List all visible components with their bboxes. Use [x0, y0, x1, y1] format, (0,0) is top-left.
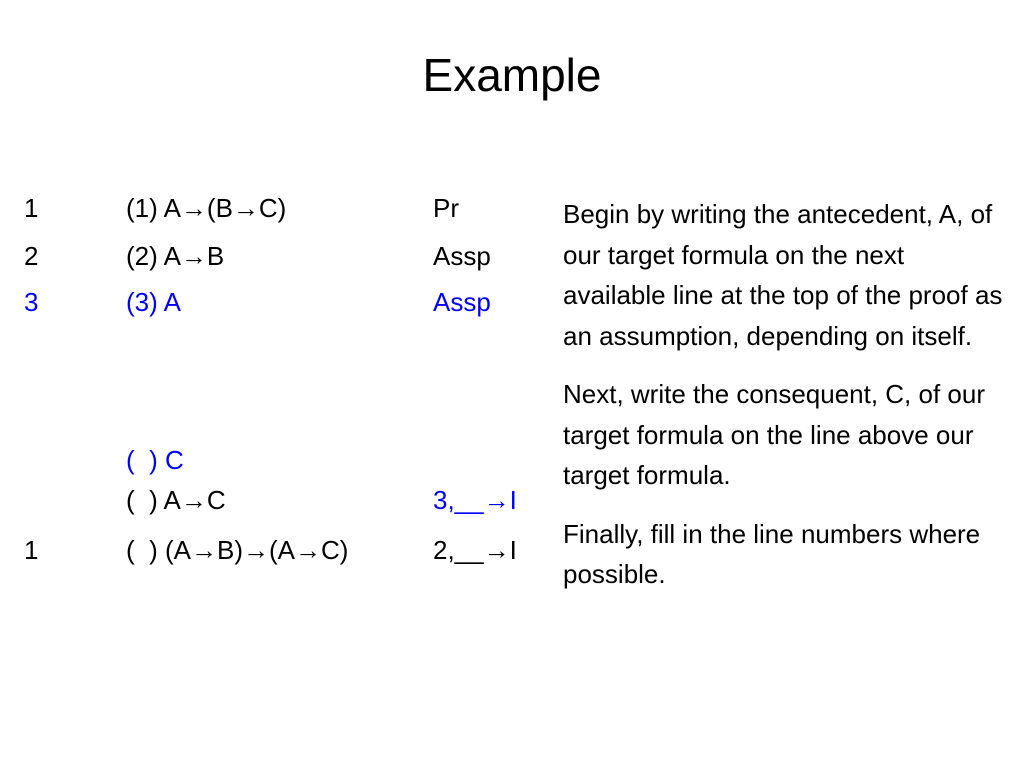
note-paragraph-3: Finally, fill in the line numbers where possible. [563, 518, 981, 589]
note-paragraph-1: Begin by writing the antecedent, A, of our target formula on the next available line at the top of the proof as an assumption, depending on itself. [563, 199, 1003, 351]
proof-row-5 [0, 482, 545, 518]
proof-row-3 [0, 284, 545, 320]
proof-formula: ( ) (A→B)→(A→C) [126, 535, 349, 565]
proof-row-4 [0, 442, 545, 478]
proof-row-6 [0, 532, 545, 568]
note-paragraph-2: Next, write the consequent, C, of our target formula on the line above our target formula. [563, 379, 985, 490]
proof-formula: (2) A→B [126, 241, 225, 271]
justification: Assp [433, 287, 491, 317]
dependency-number: 1 [24, 535, 39, 565]
justification: Pr [433, 193, 459, 223]
proof-row-1 [0, 190, 545, 226]
justification: 3,__→I [433, 485, 517, 515]
dependency-number: 1 [24, 193, 39, 223]
proof-formula: ( ) C [126, 445, 184, 475]
proof-formula: (1) A→(B→C) [126, 193, 287, 223]
justification: Assp [433, 241, 491, 271]
proof-row-2 [0, 238, 545, 274]
dependency-number: 3 [24, 287, 39, 317]
justification: 2,__→I [433, 535, 517, 565]
proof-formula: (3) A [126, 287, 181, 317]
dependency-number: 2 [24, 241, 39, 271]
proof-formula: ( ) A→C [126, 485, 226, 515]
slide-title: Example [422, 49, 602, 101]
instruction-notes [563, 194, 1003, 613]
